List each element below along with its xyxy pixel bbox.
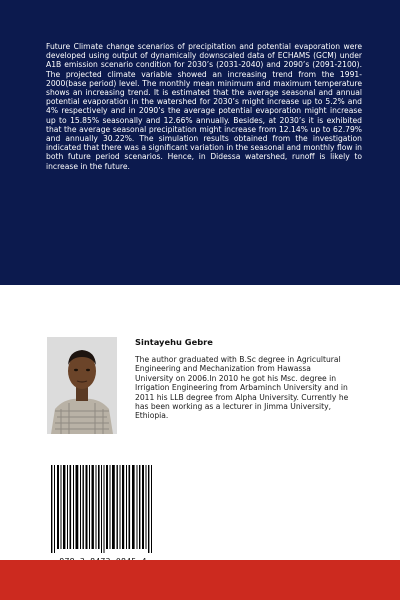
- bottom-color-bar: [0, 560, 400, 600]
- barcode: [47, 463, 159, 555]
- author-bio: The author graduated with B.Sc degree in Agricultural Engineering and Mechanization from Hawassa University on 2006.In 2010 he got his Msc. degree in Irrigation Engineering from Arbaminch University and in 2011 his LLB degree from Alpha University. Currently he has been working as a lecturer in Jimma University, Ethiopia.: [135, 355, 349, 421]
- author-name: Sintayehu Gebre: [135, 337, 213, 347]
- abstract-text: Future Climate change scenarios of precipitation and potential evaporation were developed using output of dynamically downscaled data of ECHAMS (GCM) under A1B emission scenario condition for 2030’s (2031-2040) and 2090’s (2091-2100). The projected climate variable showed an increasing trend from the 1991-2000(base period) level. The monthly mean minimum and maximum temperature shows an increasing trend. It is estimated that the average seasonal and annual potential evaporation in the watershed for 2030’s might increase up to 5.2% and 4% respectively and in 2090’s the average potential evaporation might increase up to 15.85% seasonally and 12.66% annually. Besides, at 2030’s it is exhibited that the average seasonal precipitation might increase from 12.14% up to 62.79% and annually 30.22%. The simulation results obtained from the investigation indicated that there was a significant variation in the seasonal and monthly flow in both future period scenarios. Hence, in Didessa watershed, runoff is likely to increase in the future.: [46, 42, 362, 171]
- author-photo: [47, 337, 117, 434]
- abstract-panel: [0, 0, 400, 285]
